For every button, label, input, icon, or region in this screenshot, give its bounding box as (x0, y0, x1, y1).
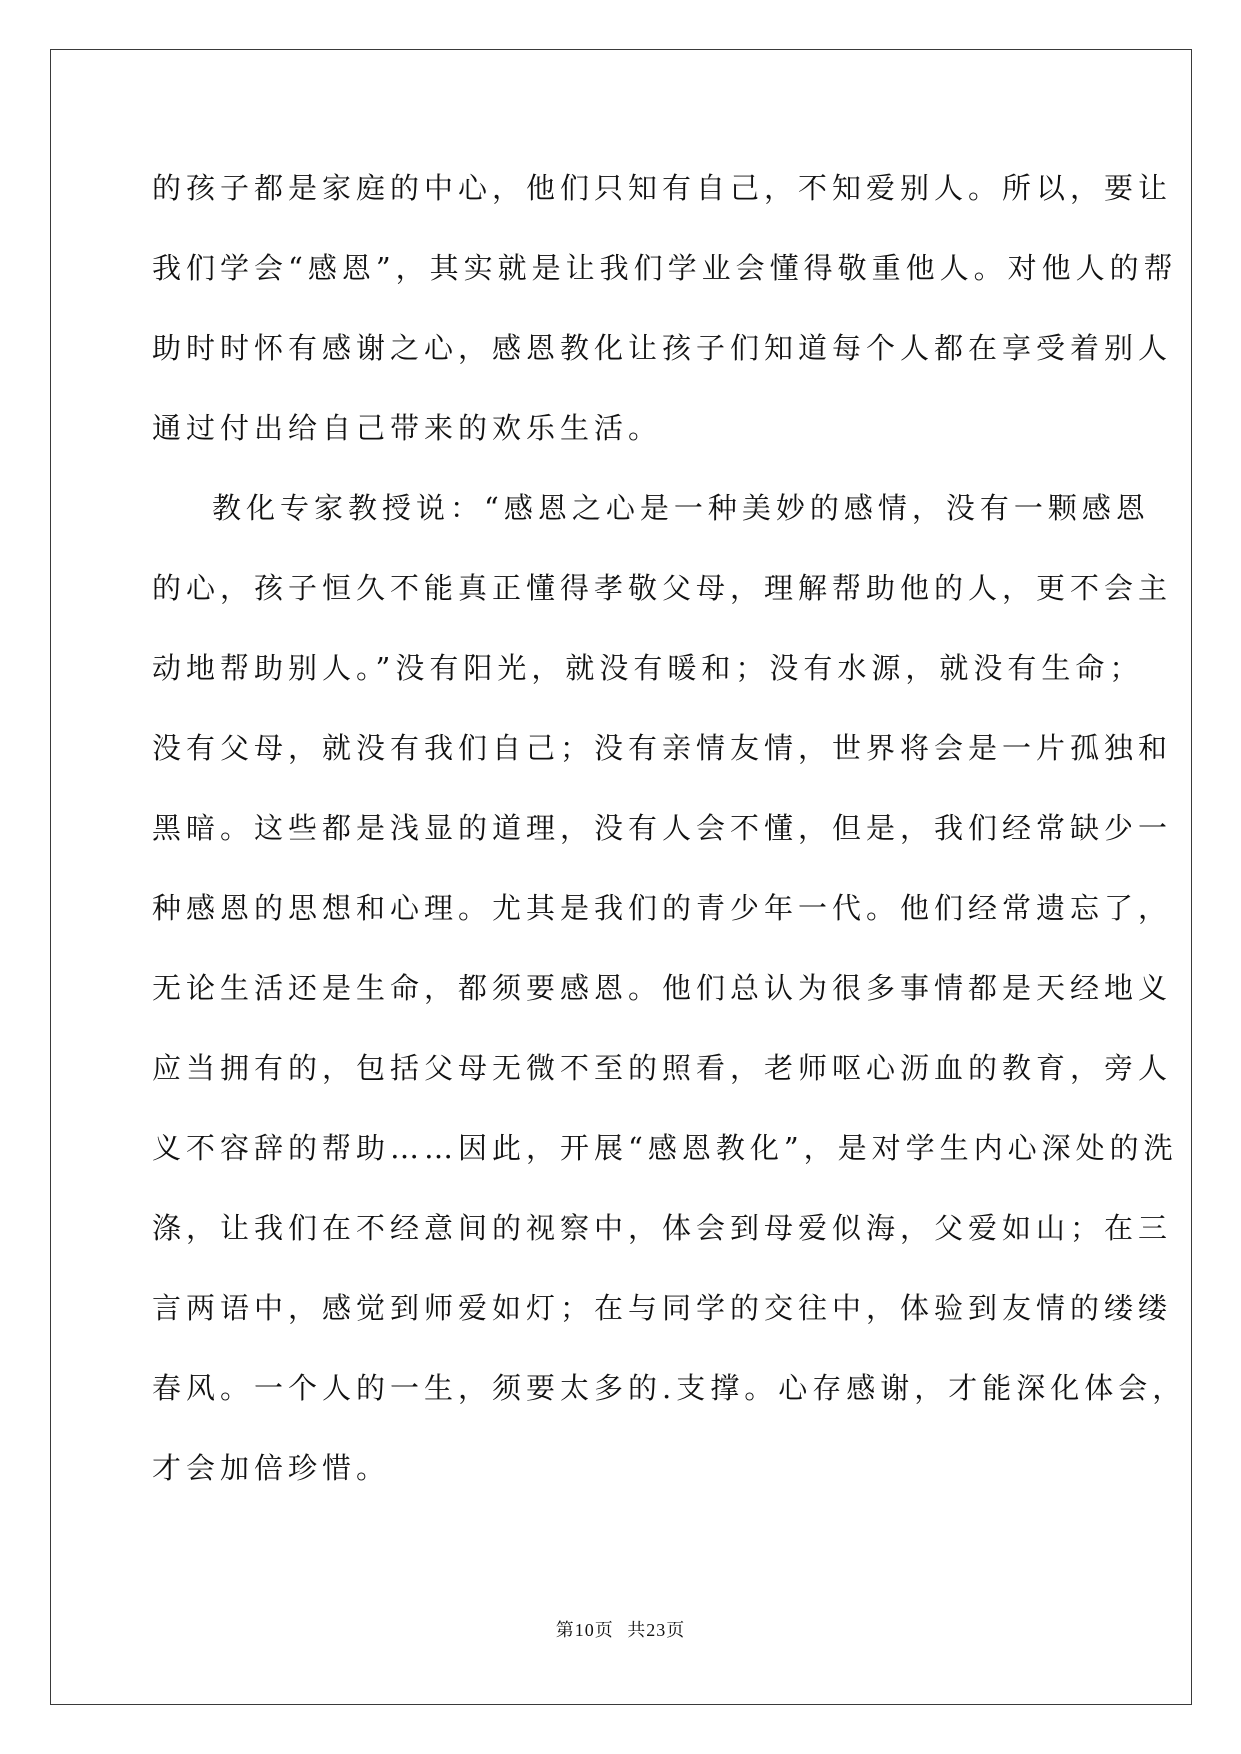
text-line: 的心，孩子恒久不能真正懂得孝敬父母，理解帮助他的人，更不会主 (152, 571, 1173, 605)
text-line: 才会加倍珍惜。 (152, 1451, 391, 1485)
text-line: 动地帮助别人。”没有阳光，就没有暖和；没有水源，就没有生命； (152, 651, 1144, 685)
text-line: 春风。一个人的一生，须要太多的.支撑。心存感谢，才能深化体会， (152, 1371, 1187, 1405)
text-line: 助时时怀有感谢之心，感恩教化让孩子们知道每个人都在享受着别人 (152, 331, 1173, 365)
text-line: 应当拥有的，包括父母无微不至的照看，老师呕心沥血的教育，旁人 (152, 1051, 1173, 1085)
paragraph-1 (152, 162, 1178, 482)
text-line: 黑暗。这些都是浅显的道理，没有人会不懂，但是，我们经常缺少一 (152, 811, 1173, 845)
text-line: 种感恩的思想和心理。尤其是我们的青少年一代。他们经常遗忘了， (152, 891, 1173, 925)
text-line: 言两语中，感觉到师爱如灯；在与同学的交往中，体验到友情的缕缕 (152, 1291, 1173, 1325)
text-line: 的孩子都是家庭的中心，他们只知有自己，不知爱别人。所以，要让 (152, 171, 1173, 205)
text-line: 通过付出给自己带来的欢乐生活。 (152, 411, 663, 445)
text-line: 教化专家教授说：“感恩之心是一种美妙的感情，没有一颗感恩 (212, 491, 1150, 525)
page-footer (0, 1616, 1241, 1642)
text-line: 无论生活还是生命，都须要感恩。他们总认为很多事情都是天经地义 (152, 971, 1173, 1005)
page-total: 共23页 (627, 1620, 686, 1640)
text-line: 我们学会“感恩”，其实就是让我们学业会懂得敬重他人。对他人的帮 (152, 251, 1178, 285)
document-body (152, 162, 1187, 1522)
text-line: 涤，让我们在不经意间的视察中，体会到母爱似海，父爱如山；在三 (152, 1211, 1173, 1245)
paragraph-2 (152, 482, 1187, 1522)
text-line: 没有父母，就没有我们自己；没有亲情友情，世界将会是一片孤独和 (152, 731, 1173, 765)
text-line: 义不容辞的帮助……因此，开展“感恩教化”，是对学生内心深处的洗 (152, 1131, 1178, 1165)
page-number: 第10页 (555, 1620, 614, 1640)
